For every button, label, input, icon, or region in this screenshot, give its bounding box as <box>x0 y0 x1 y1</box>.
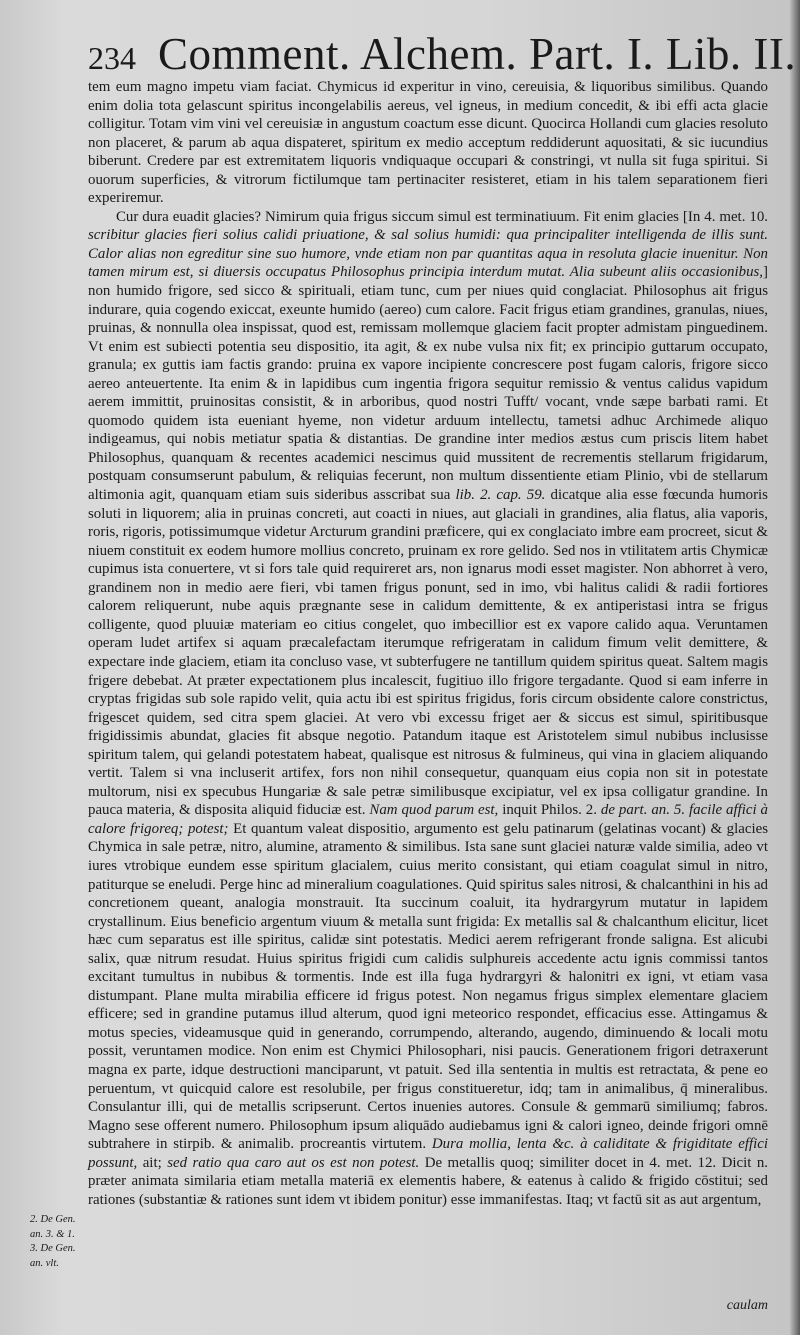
body-text <box>88 78 768 1209</box>
text-segment: tem eum magno impetu viam faciat. Chymicus id experitur in vino, cereuisia, & liquoribus similibus. Quando enim dolia tota gelascunt spiritus incongelabilis aereus, vel igneus, in medium concedit, & ibi effi acta glacie colligitur. Totam vim vini vel cereuisiæ in angustum coactum esse dicunt. Quocirca Hollandi cum glacies resoluto non placeret, & parum ab aqua dispateret, spiritum ex medio acceptum reddiderunt aquositati, & sic iucundius biberunt. Credere par est extremitatem liquoris vndiquaque occupari & constringi, vt nulla sit fuga spiritui. Si ouorum superficies, & vitrorum fictilumque tam pertinaciter resisteret, etiam in his talem separationem fieri experiremur. <box>88 79 768 207</box>
running-title: Comment. Alchem. Part. I. Lib. II. <box>158 29 797 79</box>
marginal-note: 2. De Gen. <box>30 1214 76 1225</box>
marginal-note: an. 3. & 1. <box>30 1228 75 1240</box>
italic-text: scribitur glacies fieri solius calidi priuatione, & sal solius humidi: qua principaliter intelligenda de illis sunt. Calor alias non egreditur sine suo humore, vnde etiam non par quantitas aqua in resoluta glacie inuenitur. Non tamen mirum est, si diuersis occupatus Philosophus principia interdum mutat. Alia subeunt aliis occasionibus, <box>88 227 768 281</box>
page-header <box>88 28 797 84</box>
text-segment: Et quantum valeat dispositio, argumento est gelu patinarum (gelatinas vocant) & glacies Chymica in sale petræ, nitro, alumine, atramento & similibus. Ista sane sunt glaciei naturæ valde similia, adeo vt iures vtrobique eundem esse spiritum glacialem, cuius merito consistant, qui etiam coagulat simul in nitro, patiturque se eneludi. Perge hinc ad mineralium coagulationes. Quid spiritus sales nitrosi, & chalcanthini in his ad concretionem queant, analogia monstrauit. Ita succinum coaluit, ita hydrargyrum mutatur in lapidem crystallinum. Eius beneficio argentum viuum & metalla sunt frigida: Ex metallis sal & chalcanthum elicitur, licet hæc cum separatus est ille spiritus, calidæ sint potestatis. Medici aerem refrigerant fronde saligna. Est alicubi salix, quæ nitrum resudat. Huius spiritus frigidi cum calidis sulphureis accedente actu ignis commissi tantos excitant tumultus in nubibus & tormentis. Inde est illa fuga hydrargyri & halonitri ex igni, vt etiam vasa distumpant. Plane multa mirabilia efficere id frigus potest. Non negamus frigus simplex elementare glaciem efficere; sed in grandine putamus illud alterum, quod igni meteorico respondet, efficacius esse. Attingamus & motus species, videamusque quid in generando, corrumpendo, alterando, augendo, diminuendo & locali motu possit, veruntamen modice. Non enim est Chymici Philosophari, nisi paucis. Generationem frigori detraxerunt magna ex parte, idque destructioni manciparunt, vt patuit. Sed illa sententia in multis est retractata, & pene eo peruentum, vt quicquid calore est resolubile, per frigus constitueretur, idq; tam in animalibus, q̄ mineralibus. Consulantur illi, qui de metallis scripserunt. Certos inuenies autores. Consule & gemmarū similiumq; fabros. Magno sese offerent numero. Philosophum ipsum aliquādo audiebamus igni & calori igneo, deinde frigori omnē subtrahere in stirpib. & animalib. procreantis virtutem. <box>88 820 768 1153</box>
marginal-note: an. vlt. <box>30 1257 59 1269</box>
text-segment: dicatque alia esse fœcunda humoris soluti in liquorem; alia in pruinas concreti, aut coacti in niues, aut glaciali in grandines, alia flatus, alia vaporis, roris, rigoris, potissimumque videtur Arcturum grandini præficere, qui ex conglaciato imbre eam procreet, sicut & niuem constituit ex eodem humore mollius concreto, pruinam ex rore gelido. Sed nos in vtilitatem artis Chymicæ cupimus ista conuertere, vt si fors tale quid requireret ars, non ignarus modi esset magister. Non abhorret à vero, grandinem non in medio aere fieri, vbi tamen frigus ponunt, sed in imo, vbi halitus calidi & radii fortiores calorem reliquerunt, nube aquis prægnante sese in calidum demittente, & ex antiperistasi intra se frigus colligente, quod pluuiæ materiam eo citius congelet, quo imbecillior est ex vapore calido aqua. Veruntamen operam ludet artifex si aquam præcalefactam iterumque refrigeratam in calidum fimum velit demittere, & expectare inde glaciem, etiam ita concluso vase, vt subterfugere ne tantillum quidem spiritus queat. Saltem magis frigere debebat. At præter expectationem plus incalescit, fugitiuo illo frigore tergadante. Quod si eam inferre in cryptas frigidas sub sole rapido velit, quia actu ibi est spiritus frigidus, foris circum obsidente calore constrictus, frigescet quidem, sed citra spem glaciei. At vero vbi excessu friget aer & siccus est simul, spiritibusque frigidissimis abundat, glacies fit absque negotio. Patandum itaque est Aristotelem simul nubibus inclusisse spiritum talem, qui gelandi potestatem habeat, qualisque est nitrosus & fulmineus, qui vina in glaciem aliquando vertit. Talem si vna incluserit artifex, fors non nihil consequetur, quanquam eius copia non sit in potestate multorum, nisi ex specubus Hungariæ & sale petræ similibusque excipiatur, vel ex ipsa colligatur grandine. In pauca materia, & disposita aliquid fiduciæ est. <box>88 487 768 819</box>
italic-text: de part. an. 5. facile affici à calore frigoreq; potest; <box>88 802 768 837</box>
marginal-note: 3. De Gen. <box>30 1243 76 1254</box>
text-segment: De metallis quoq; similiter docet in 4. met. 12. Dicit n. præter animata similaria etiam metalla materiā ex elementis habere, & eatenus à calido & frigido cōstitui; sed rationes (substantiæ & rationes sunt idem vt ibidem ponitur) esse immanifestas. Itaq; vt factū sit as aut argentum, <box>88 1154 769 1208</box>
paragraph <box>88 208 768 1210</box>
italic-text: sed ratio qua caro aut os est non potest. <box>167 1154 420 1171</box>
text-segment: ait; <box>137 1154 168 1171</box>
page-number: 234 <box>88 40 136 76</box>
text-segment: Cur dura euadit glacies? Nimirum quia frigus siccum simul est terminatiuum. Fit enim glacies [In 4. met. 10. <box>116 208 768 225</box>
page-edge <box>790 0 800 1335</box>
italic-text: lib. 2. cap. 59. <box>455 487 546 504</box>
italic-text: Nam quod parum est, <box>369 802 499 819</box>
italic-text: Dura mollia, lenta &c. à caliditate & frigiditate effici possunt, <box>88 1136 768 1171</box>
marginal-notes <box>30 1213 92 1271</box>
catchword: caulam <box>726 1298 768 1313</box>
text-segment: inquit Philos. 2. <box>498 802 601 819</box>
text-segment: ] non humido frigore, sed sicco & spirituali, etiam tunc, cum per niues quid conglaciat. Philosophus ait frigus indurare, quia cogendo exiccat, exeunte humido (aereo) cum calore. Facit frigus etiam grandines, granulas, niues, pruinas, & nonnulla olea inspissat, quod est, remissam mollemque glaciem facit propter admistam pinguedinem. Vt enim est subiecti potentia seu dispositio, ita agit, & ex nube vulsa nix fit; ex principio guttarum occupato, granula; ex guttis iam factis grando: pruina ex vapore incipiente concrescere post fugam caloris, frigore sicco aereo anteuertente. Ita enim & in lapidibus cum ingentia frigora sequitur remissio & ventus calidus vapidum aerem immittit, pruinositas consistit, & in arboribus, quod nostri Tufft/ vocant, vnde sæpe barbati rami. Et quomodo quidem ista eueniant hyeme, non videtur arduum intellectu, tametsi adhuc Archimede aliquo indigeamus, qui nobis metiatur spatia & distantias. De grandine inter medios æstus cum priscis litem habet Philosophus, quanquam & recentes academici nescimus quid mussitent de recrementis stellarum frigidarum, postquam consumserunt pabulum, & reliquias fecerunt, non multum dissentiente etiam Plinio, vbi de stellarum altimonia agit, quanquam etiam suis sideribus asscribat sua <box>88 264 768 504</box>
paragraph <box>88 78 768 208</box>
